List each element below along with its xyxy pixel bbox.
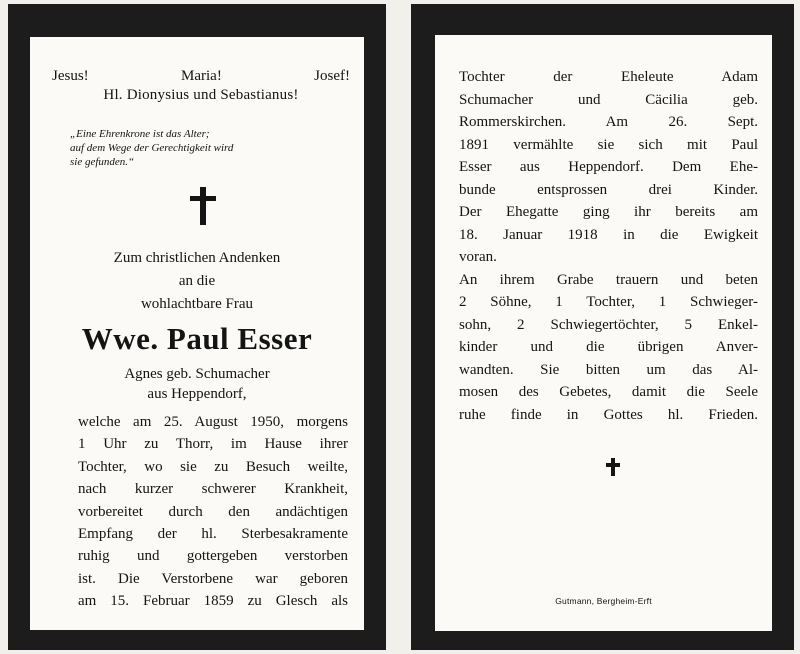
text-line: ruhig und gottergeben verstorben xyxy=(78,548,348,565)
deceased-name: Wwe. Paul Esser xyxy=(81,321,313,356)
obituary-text-back xyxy=(459,66,758,426)
text-line: Tochter, wo sie zu Besuch weilte, xyxy=(78,458,348,475)
motto-line: sie gefunden.“ xyxy=(70,156,135,168)
obituary-text-front xyxy=(78,411,348,613)
invocation-jesus: Jesus! xyxy=(52,68,89,84)
latin-cross-icon xyxy=(190,187,216,225)
invocation xyxy=(52,67,350,105)
invocation-josef: Josef! xyxy=(314,68,350,84)
text-line: Esser aus Heppendorf. Dem Ehe- xyxy=(459,159,758,175)
text-line: 18. Januar 1918 in die Ewigkeit xyxy=(459,226,758,243)
text-line: 1891 vermählte sie sich mit Paul xyxy=(459,136,758,153)
andenken-line: Zum christlichen Andenken xyxy=(113,250,281,266)
motto-line: auf dem Wege der Gerechtigkeit wird xyxy=(70,142,234,154)
text-line: Rommerskirchen. Am 26. Sept. xyxy=(459,114,758,130)
text-line: mosen des Gebetes, damit die Seele xyxy=(459,384,758,400)
text-line: 2 Söhne, 1 Tochter, 1 Schwieger- xyxy=(459,294,758,310)
invocation-line-1 xyxy=(52,67,350,86)
text-line: An ihrem Grabe trauern und beten xyxy=(459,271,758,288)
invocation-line-2: Hl. Dionysius und Sebastianus! xyxy=(103,87,299,103)
text-line: am 15. Februar 1859 zu Glesch als xyxy=(78,593,348,610)
card-back-paper xyxy=(435,35,772,631)
text-line: ruhe finde in Gottes hl. Frieden. xyxy=(459,406,758,423)
text-line: nach kurzer schwerer Krankheit, xyxy=(78,481,348,498)
birth-name-origin xyxy=(30,364,364,404)
memorial-card-front xyxy=(8,4,386,650)
text-line: voran. xyxy=(459,249,497,265)
bible-motto xyxy=(70,127,354,169)
text-line: sohn, 2 Schwiegertöchter, 5 Enkel- xyxy=(459,316,758,333)
text-line: Empfang der hl. Sterbesakramente xyxy=(78,526,348,543)
memorial-card-back xyxy=(411,4,794,650)
andenken-line: wohlachtbare Frau xyxy=(140,296,254,312)
text-line: bunde entsprossen drei Kinder. xyxy=(459,181,758,198)
andenken-line: an die xyxy=(178,273,216,289)
text-line: kinder und die übrigen Anver- xyxy=(459,339,758,355)
text-line: Schumacher und Cäcilia geb. xyxy=(459,91,758,108)
small-cross-icon xyxy=(606,458,620,476)
text-line: vorbereitet durch den andächtigen xyxy=(78,503,348,520)
motto-line: „Eine Ehrenkrone ist das Alter; xyxy=(70,128,210,140)
geb-line: aus Heppendorf, xyxy=(147,386,247,402)
card-front-paper xyxy=(30,37,364,630)
text-line: Tochter der Eheleute Adam xyxy=(459,69,758,85)
remembrance-heading xyxy=(30,247,364,316)
text-line: wandten. Sie bitten um das Al- xyxy=(459,361,758,378)
text-line: ist. Die Verstorbene war geboren xyxy=(78,570,348,587)
geb-line: Agnes geb. Schumacher xyxy=(124,366,270,382)
invocation-maria: Maria! xyxy=(181,68,222,84)
printer-imprint: Gutmann, Bergheim-Erft xyxy=(555,596,652,606)
text-line: welche am 25. August 1950, morgens xyxy=(78,414,348,430)
text-line: Der Ehegatte ging ihr bereits am xyxy=(459,204,758,220)
text-line: 1 Uhr zu Thorr, im Hause ihrer xyxy=(78,436,348,453)
